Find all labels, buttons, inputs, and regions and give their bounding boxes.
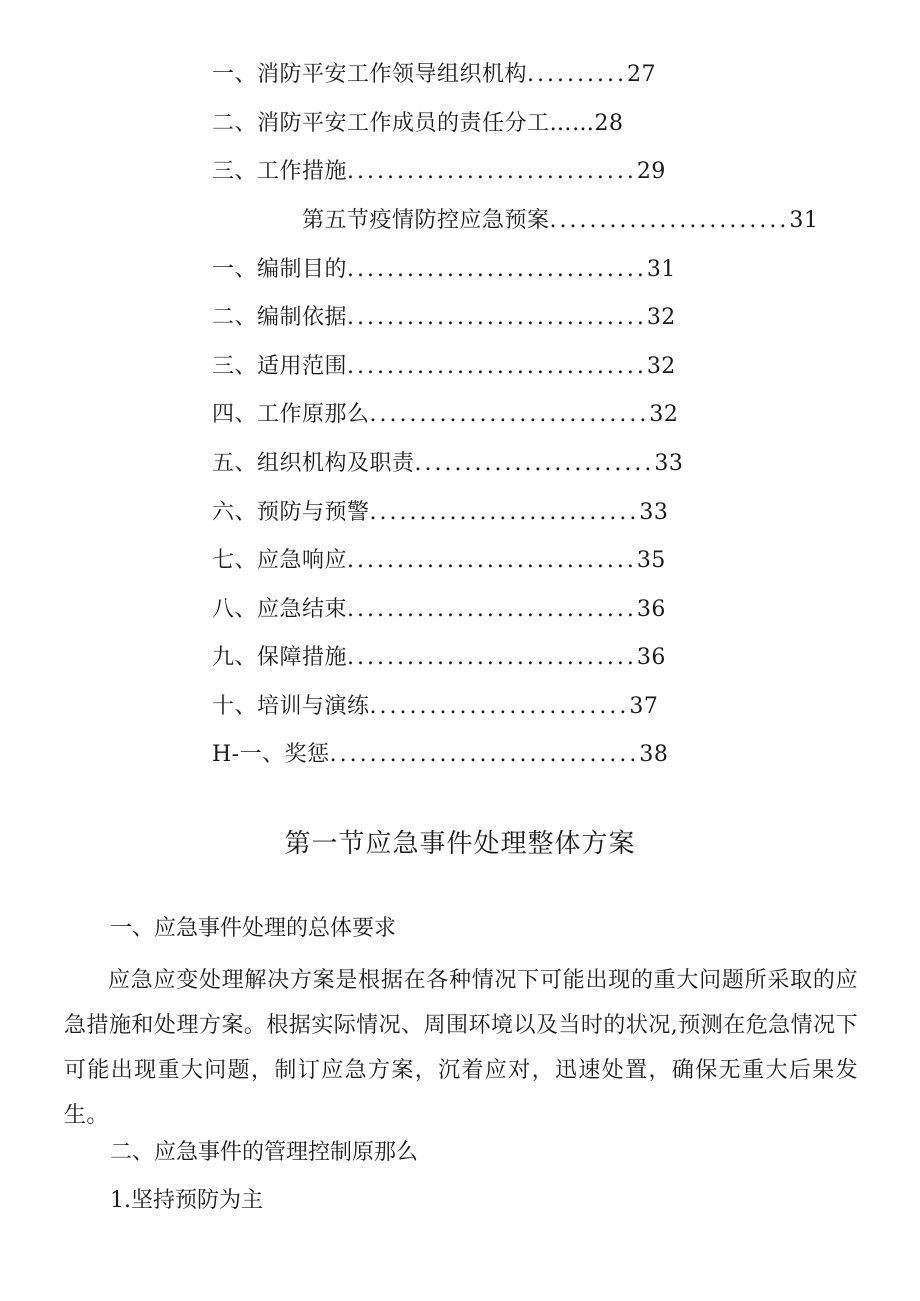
toc-page-number: 32 — [646, 305, 676, 330]
toc-page-number: 32 — [649, 402, 679, 427]
toc-page-number: 33 — [639, 500, 669, 525]
toc-page-number: 36 — [636, 645, 666, 670]
toc-entry-label: 四、工作原那么 — [212, 402, 370, 427]
toc-entry-label: 三、工作措施 — [212, 159, 348, 184]
toc-page-number: 31 — [789, 208, 819, 233]
toc-entry-label: 二、编制依据 — [212, 305, 348, 330]
subsection-heading: 一、应急事件处理的总体要求 — [110, 916, 397, 941]
toc-page-number: 38 — [639, 742, 669, 767]
toc-leader-dots: ............................. — [347, 597, 637, 622]
toc-entry[interactable] — [212, 60, 656, 90]
toc-entry-label: 七、应急响应 — [212, 548, 348, 573]
toc-page-number: 36 — [636, 597, 666, 622]
toc-entry[interactable] — [302, 206, 818, 236]
toc-entry-label: 八、应急结束 — [212, 597, 348, 622]
toc-leader-dots: .............................. — [347, 305, 647, 330]
toc-leader-dots: ............................. — [347, 159, 637, 184]
toc-entry-label: 六、预防与预警 — [212, 500, 370, 525]
toc-entry-label: 二、消防平安工作成员的责任分工 — [212, 111, 550, 136]
toc-page-number: 32 — [646, 354, 676, 379]
toc-page-number: 27 — [626, 62, 656, 87]
toc-page-number: 28 — [594, 111, 624, 136]
toc-page-number: 29 — [636, 159, 666, 184]
toc-entry[interactable] — [212, 692, 658, 722]
toc-leader-dots: ............................... — [329, 742, 640, 767]
toc-entry[interactable] — [212, 400, 678, 430]
toc-entry[interactable] — [212, 498, 668, 528]
toc-entry[interactable] — [212, 449, 683, 479]
section-title: 第一节应急事件处理整体方案 — [284, 829, 636, 859]
toc-leader-dots: .............................. — [347, 354, 647, 379]
toc-entry[interactable] — [212, 303, 676, 333]
toc-leader-dots: .............................. — [347, 257, 647, 282]
toc-entry[interactable] — [212, 255, 676, 285]
toc-entry-label: 五、组织机构及职责 — [212, 451, 415, 476]
toc-entry-label: 一、编制目的 — [212, 257, 348, 282]
toc-page-number: 31 — [646, 257, 676, 282]
numbered-heading: 1.坚持预防为主 — [110, 1188, 263, 1213]
toc-entry-label: 一、消防平安工作领导组织机构 — [212, 62, 528, 87]
toc-entry-label: H-一、奖惩 — [212, 742, 330, 767]
toc-entry[interactable] — [212, 546, 666, 576]
toc-leader-dots: …… — [549, 111, 595, 136]
body-paragraph: 应急应变处理解决方案是根据在各种情况下可能出现的重大问题所采取的应急措施和处理方案。根据实际情况、周围环境以及当时的状况,预测在危急情况下可能出现重大问题，制订应急方案，沉着应对，迅速处置，确保无重大后果发生。 — [64, 968, 858, 1128]
toc-entry[interactable] — [212, 352, 676, 382]
toc-entry-label: 九、保障措施 — [212, 645, 348, 670]
toc-entry-label: 第五节疫情防控应急预案 — [302, 208, 550, 233]
toc-page-number: 35 — [636, 548, 666, 573]
toc-entry[interactable] — [212, 157, 666, 187]
toc-leader-dots: ............................. — [347, 645, 637, 670]
toc-leader-dots: .......................... — [369, 694, 630, 719]
toc-leader-dots: ............................. — [347, 548, 637, 573]
toc-leader-dots: ........................ — [549, 208, 790, 233]
toc-entry[interactable] — [212, 740, 668, 770]
subsection-heading: 二、应急事件的管理控制原那么 — [110, 1140, 419, 1165]
toc-entry[interactable] — [212, 595, 666, 625]
toc-leader-dots: ........................... — [369, 500, 640, 525]
toc-entry-label: 十、培训与演练 — [212, 694, 370, 719]
toc-leader-dots: .......... — [527, 62, 627, 87]
toc-entry[interactable] — [212, 643, 666, 673]
toc-entry-label: 三、适用范围 — [212, 354, 348, 379]
toc-page-number: 37 — [629, 694, 659, 719]
toc-leader-dots: ............................ — [369, 402, 650, 427]
toc-page-number: 33 — [654, 451, 684, 476]
toc-entry[interactable] — [212, 109, 624, 139]
toc-leader-dots: ........................ — [414, 451, 655, 476]
